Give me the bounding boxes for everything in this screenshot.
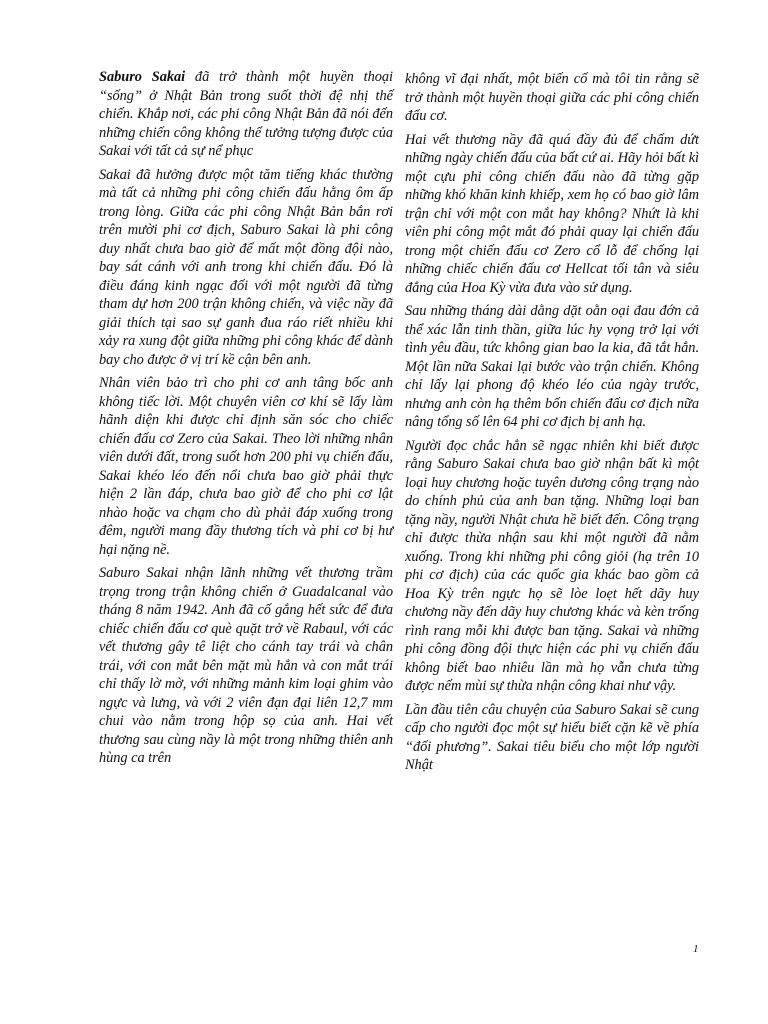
- right-column: [405, 70, 699, 780]
- left-column: [99, 68, 393, 773]
- page-number: 1: [693, 943, 699, 955]
- paragraph-9: Lần đầu tiên câu chuyện của Saburo Sakai sẽ cung cấp cho người đọc một sự hiểu biết cặn kẽ về phía “đối phương”. Sakai tiêu biểu cho một lớp người Nhật: [405, 701, 699, 773]
- paragraph-6: Hai vết thương nầy đã quá đầy đủ để chấm dứt những ngày chiến đấu của bất cứ ai. Hãy hỏi bất kì một cựu phi công chiến đấu nào đã từng gặp những khó khăn kinh khiếp, xem họ có bao giờ lâm trận chỉ với một con mắt hay không? Nhứt là khi viên phi công một mắt đó phải quay lại chiến đấu trong một chiến đấu cơ Zero cổ lỗ để chống lại những chiếc chiến đấu cơ Hellcat tối tân và siêu đẳng của Hoa Kỳ vừa đưa vào sử dụng.: [405, 131, 699, 296]
- paragraph-1: [99, 68, 393, 161]
- paragraph-4: Saburo Sakai nhận lãnh những vết thương trầm trọng trong trận không chiến ở Guadalcanal vào tháng 8 năm 1942. Anh đã cố gắng hết sức để đưa chiếc chiến đấu cơ què quặt trở về Rabaul, với các vết thương gây tê liệt cho cánh tay trái và chân trái, với con mắt bên mặt mù hẳn và con mắt trái chỉ thấy lờ mờ, với những mảnh kim loại ghim vào ngực và lưng, và với 2 viên đạn đại liên 12,7 mm chui vào nằm trong hộp sọ của anh. Hai vết thương sau cùng nầy là một trong những thiên anh hùng ca trên: [99, 565, 393, 766]
- paragraph-5: không vĩ đại nhất, một biến cố mà tôi tin rằng sẽ trở thành một huyền thoại giữa các phi công chiến đấu cơ.: [405, 71, 699, 124]
- paragraph-7: Sau những tháng dài dằng dặt oằn oại đau đớn cả thể xác lẫn tinh thần, giữa lúc hy vọng trở lại với tình yêu đầu, tức không gian bao la kia, đã tắt hẳn. Một lần nữa Sakai lại bước vào trận chiến. Không chỉ lấy lại phong độ khéo léo của ngày trước, nhưng anh còn hạ thêm bốn chiến đấu cơ địch nữa nâng tổng số lên 64 phi cơ địch bị anh hạ.: [405, 303, 699, 430]
- paragraph-2: Sakai đã hưởng được một tăm tiếng khác thường mà tất cả những phi công chiến đấu hằng ôm ấp trong lòng. Giữa các phi công Nhật Bản bắn rơi trên mười phi cơ địch, Saburo Sakai là phi công duy nhất chưa bao giờ để mất một đồng đội nào, bay sát cánh với anh trong khi chiến đấu. Đó là điều đáng kinh ngạc đối với một người đã từng tham dự hơn 200 trận không chiến, và việc nầy đã giải thích tại sao sự ganh đua ráo riết nhiều khi xảy ra xung đột giữa những phi công khác để dành bay cho được ở vị trí kề cận bên anh.: [99, 166, 393, 368]
- paragraph-text: đã trở thành một huyền thoại “sống” ở Nhật Bản trong suốt thời đệ nhị thế chiến. Khắp nơi, các phi công Nhật Bản đã nói đến những chiến công không thể tưởng tượng được của Sakai với tất cả sự nể phục: [99, 69, 393, 159]
- lead-name: Saburo Sakai: [99, 69, 186, 85]
- paragraph-3: Nhân viên bảo trì cho phi cơ anh tâng bốc anh không tiếc lời. Một chuyên viên cơ khí sẽ lấy làm hãnh diện khi được chỉ định săn sóc cho chiếc chiến đấu cơ Zero của Sakai. Theo lời những nhân viên dưới đất, trong suốt hơn 200 phi vụ chiến đấu, Sakai khéo léo đến nổi chưa bao giờ phải thực hiện 2 lần đáp, chưa bao giờ để cho phi cơ lật nhào hoặc va chạm cho dù phải đáp xuống trong đêm, người mang đầy thương tích và phi cơ bị hư hại nặng nề.: [99, 375, 393, 558]
- paragraph-8: Người đọc chắc hẳn sẽ ngạc nhiên khi biết được rằng Saburo Sakai chưa bao giờ nhận bất kì một loại huy chương hoặc tuyên dương công trạng nào do chính phủ của anh ban tặng. Những loại ban tặng nầy, người Nhật chưa hề biết đến. Công trạng chỉ được thừa nhận sau khi một người đã nằm xuống. Trong khi những phi công giỏi (hạ trên 10 phi cơ địch) của các quốc gia khác bao gồm cả Hoa Kỳ trên ngực họ sẽ lòe loẹt hết dãy huy chương nầy đến dãy huy chương khác và kèn trống rình rang mỗi khi được ban tặng. Sakai và những phi công đồng đội thực hiện các phi vụ chiến đấu không biết bao nhiêu lần mà họ vẫn chưa từng được nếm mùi sự thừa nhận công khai như vậy.: [405, 437, 699, 694]
